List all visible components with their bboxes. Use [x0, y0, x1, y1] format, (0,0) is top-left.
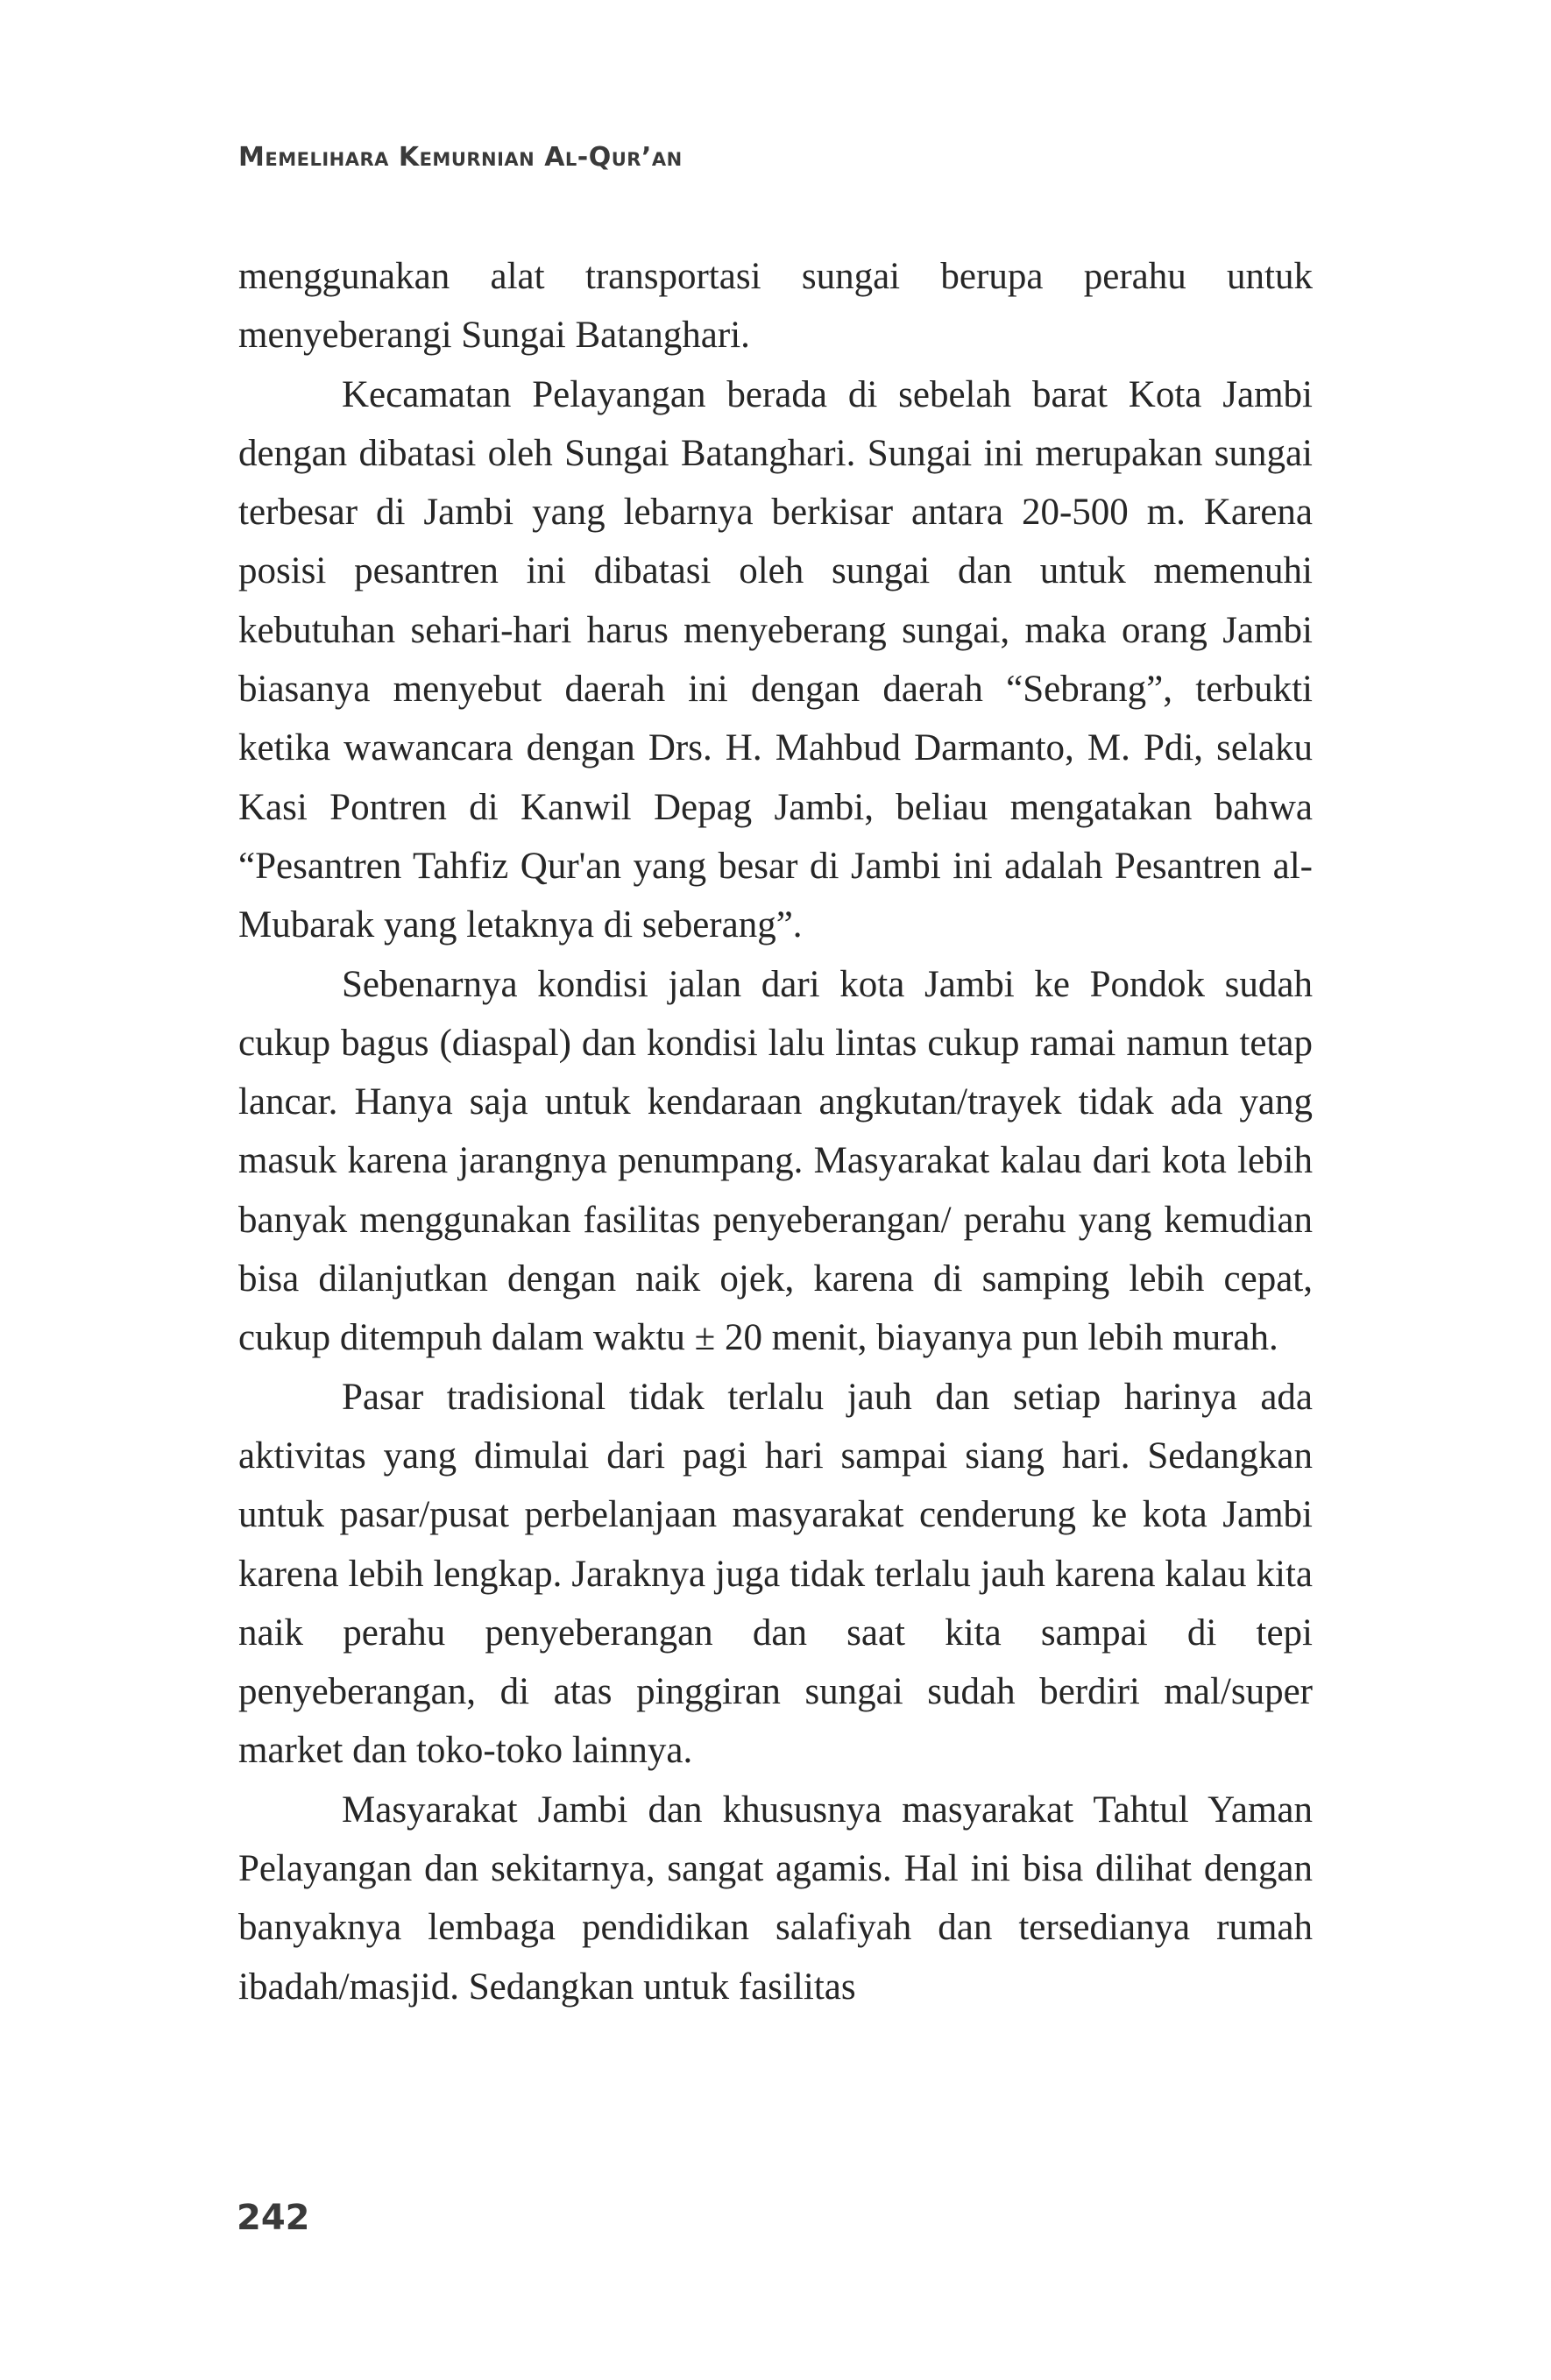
body-text — [238, 247, 1313, 2016]
running-header: Memelihara Kemurnian Al-Qur’an — [238, 142, 683, 173]
page-number: 242 — [237, 2198, 310, 2238]
paragraph-3: Sebenarnya kondisi jalan dari kota Jambi ke Pondok sudah cukup bagus (diaspal) dan kondisi lalu lintas cukup ramai namun tetap lancar. Hanya saja untuk kendaraan angkutan/trayek tidak ada yang masuk karena jarangnya penumpang. Masyarakat kalau dari kota lebih banyak menggunakan fasilitas penyeberangan/ perahu yang kemudian bisa dilanjutkan dengan naik ojek, karena di samping lebih cepat, cukup ditempuh dalam waktu ± 20 menit, biayanya pun lebih murah. — [238, 963, 1313, 1359]
paragraph-2: Kecamatan Pelayangan berada di sebelah barat Kota Jambi dengan dibatasi oleh Sungai Batanghari. Sungai ini merupakan sungai terbesar di Jambi yang lebarnya berkisar antara 20-500 m. Karena posisi pesantren ini dibatasi oleh sungai dan untuk memenuhi kebutuhan sehari-hari harus menyeberang sungai, maka orang Jambi biasanya menyebut daerah ini dengan daerah “Sebrang”, terbukti ketika wawancara dengan Drs. H. Mahbud Darmanto, M. Pdi, selaku Kasi Pontren di Kanwil Depag Jambi, beliau mengatakan bahwa “Pesantren Tahfiz Qur'an yang besar di Jambi ini adalah Pesantren al-Mubarak yang letaknya di seberang”. — [238, 373, 1313, 946]
paragraph-1: menggunakan alat transportasi sungai berupa perahu untuk menyeberangi Sungai Batanghari. — [238, 256, 1313, 357]
paragraph-4: Pasar tradisional tidak terlalu jauh dan setiap harinya ada aktivitas yang dimulai dari pagi hari sampai siang hari. Sedangkan untuk pasar/pusat perbelanjaan masyarakat cenderung ke kota Jambi karena lebih lengkap. Jaraknya juga tidak terlalu jauh karena kalau kita naik perahu penyeberangan dan saat kita sampai di tepi penyeberangan, di atas pinggiran sungai sudah berdiri mal/super market dan toko-toko lainnya. — [238, 1376, 1313, 1772]
paragraph-5: Masyarakat Jambi dan khususnya masyarakat Tahtul Yaman Pelayangan dan sekitarnya, sangat agamis. Hal ini bisa dilihat dengan banyaknya lembaga pendidikan salafiyah dan tersedianya rumah ibadah/masjid. Sedangkan untuk fasilitas — [238, 1789, 1313, 2008]
